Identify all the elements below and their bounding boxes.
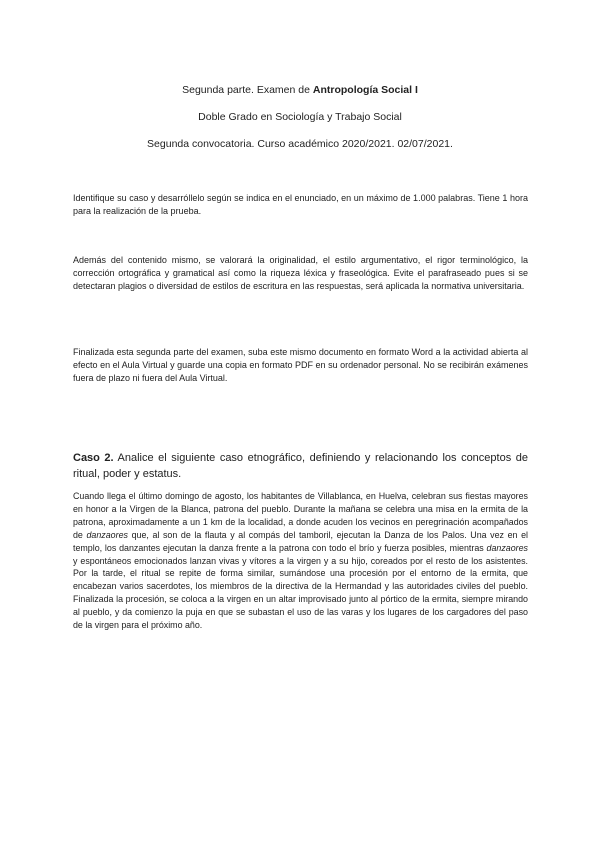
case-heading <box>73 450 528 482</box>
case-number: Caso 2. <box>73 452 114 464</box>
case-body-part-3: y espontáneos emocionados lanzan vivas y vítores a la virgen y a su hijo, coreados por el resto de los asistentes. Por la tarde, el ritual se repite de forma similar, sumándose una procesión por el entorno de la ermita, que encabezan varios sacerdotes, los miembros de la directiva de la Hermandad y las autoridades civiles del pueblo. Finalizada la procesión, se coloca a la virgen en un altar improvisado junto al pórtico de la ermita, siempre mirando al pueblo, y da comienzo la puja en que se subastan el uso de las varas y los lugares de los cargadores del paso de la virgen para el próximo año. <box>73 555 528 631</box>
case-prompt: Analice el siguiente caso etnográfico, definiendo y relacionando los conceptos de ritual, poder y estatus. <box>73 452 528 480</box>
instructions-paragraph-2: Además del contenido mismo, se valorará la originalidad, el estilo argumentativo, el rigor terminológico, la corrección ortográfica y gramatical así como la riqueza léxica y fraseológica. Evite el parafraseado pues si se detectaran plagios o diversidad de estilos de escritura en las respuestas, será aplicada la normativa universitaria. <box>73 255 528 291</box>
case-italic-term-2: danzaores <box>486 542 528 553</box>
case-body-part-1: Cuando llega el último domingo de agosto, los habitantes de Villablanca, en Huelva, celebran sus fiestas mayores en honor a la Virgen de la Blanca, patrona del pueblo. Durante la mañana se celebra una misa en la ermita de la patrona, aproximadamente a un 1 km de la localidad, a donde acuden los vecinos en peregrinación acompañados de <box>73 491 528 540</box>
case-italic-term-1: danzaores <box>86 529 128 540</box>
instructions-paragraph-3: Finalizada esta segunda parte del examen, suba este mismo documento en formato Word a la actividad abierta al efecto en el Aula Virtual y guarde una copia en formato PDF en su ordenador personal. No se recibirán exámenes fuera de plazo ni fuera del Aula Virtual. <box>73 347 528 383</box>
case-description <box>73 490 528 632</box>
session-line: Segunda convocatoria. Curso académico 2020/2021. 02/07/2021. <box>147 138 453 150</box>
instructions-paragraph-1: Identifique su caso y desarróllelo según se indica en el enunciado, en un máximo de 1.000 palabras. Tiene 1 hora para la realización de la prueba. <box>73 193 528 216</box>
exam-title <box>0 84 600 96</box>
exam-subject: Antropología Social I <box>312 84 418 96</box>
degree-line: Doble Grado en Sociología y Trabajo Social <box>198 111 402 123</box>
case-body-part-2: que, al son de la flauta y al compás del tamboril, ejecutan la Danza de los Palos. Una vez en el templo, los danzantes ejecutan la danza frente a la patrona con todo el brío y fuerza posibles, mientras <box>73 529 528 553</box>
exam-title-prefix: Segunda parte. Examen de <box>182 84 313 96</box>
